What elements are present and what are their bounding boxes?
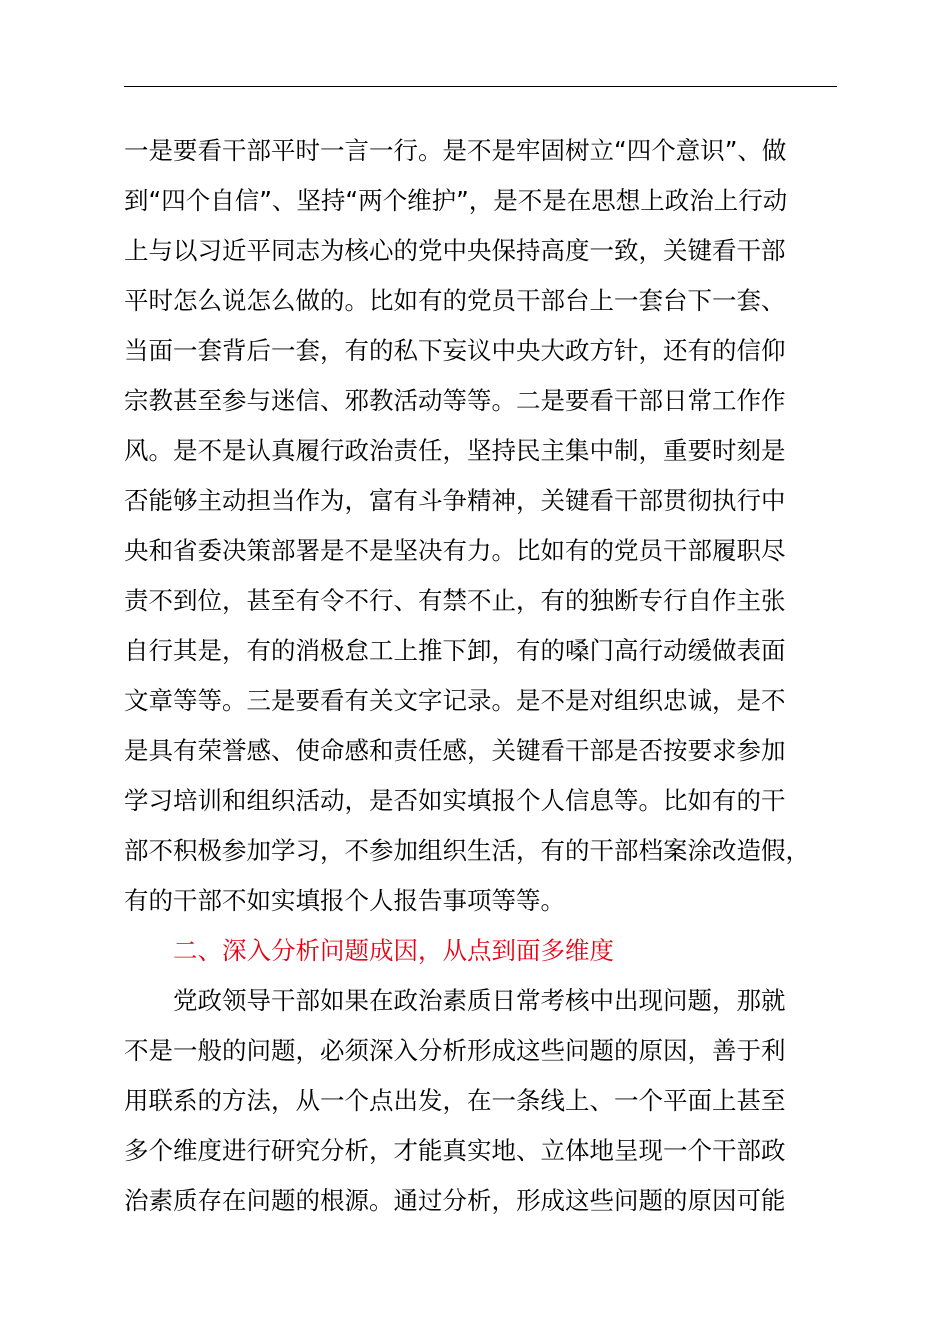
text-line: 党政领导干部如果在政治素质日常考核中出现问题，那就: [173, 986, 786, 1015]
text-line: 到“四个自信”、坚持“两个维护”，是不是在思想上政治上行动: [124, 186, 788, 215]
text-line: 自行其是，有的消极怠工上推下卸，有的嗓门高行动缓做表面: [124, 636, 786, 665]
text-line: 用联系的方法，从一个点出发，在一条线上、一个平面上甚至: [124, 1086, 786, 1115]
text-line: 有的干部不如实填报个人报告事项等等。: [124, 886, 565, 915]
header-rule: [124, 86, 837, 87]
paragraph-1: [124, 126, 864, 926]
document-body: [124, 126, 864, 1226]
text-line: 部不积极参加学习，不参加组织生活，有的干部档案涂改造假，: [124, 836, 810, 865]
text-line: 一是要看干部平时一言一行。是不是牢固树立“四个意识”、做: [124, 136, 787, 165]
text-line: 宗教甚至参与迷信、邪教活动等等。二是要看干部日常工作作: [124, 386, 786, 415]
text-line: 多个维度进行研究分析，才能真实地、立体地呈现一个干部政: [124, 1136, 786, 1165]
text-line: 学习培训和组织活动，是否如实填报个人信息等。比如有的干: [124, 786, 786, 815]
text-line: 平时怎么说怎么做的。比如有的党员干部台上一套台下一套、: [124, 286, 786, 315]
text-line: 当面一套背后一套，有的私下妄议中央大政方针，还有的信仰: [124, 336, 786, 365]
text-line: 否能够主动担当作为，富有斗争精神，关键看干部贯彻执行中: [124, 486, 786, 515]
text-line: 治素质存在问题的根源。通过分析，形成这些问题的原因可能: [124, 1186, 786, 1215]
section-heading: 二、深入分析问题成因，从点到面多维度: [173, 936, 614, 965]
text-line: 风。是不是认真履行政治责任，坚持民主集中制，重要时刻是: [124, 436, 786, 465]
text-line: 是具有荣誉感、使命感和责任感，关键看干部是否按要求参加: [124, 736, 786, 765]
text-line: 上与以习近平同志为核心的党中央保持高度一致，关键看干部: [124, 236, 786, 265]
text-line: 文章等等。三是要看有关文字记录。是不是对组织忠诚，是不: [124, 686, 786, 715]
text-line: 不是一般的问题，必须深入分析形成这些问题的原因，善于利: [124, 1036, 786, 1065]
paragraph-2: [124, 976, 864, 1226]
text-line: 央和省委决策部署是不是坚决有力。比如有的党员干部履职尽: [124, 536, 786, 565]
text-line: 责不到位，甚至有令不行、有禁不止，有的独断专行自作主张: [124, 586, 786, 615]
